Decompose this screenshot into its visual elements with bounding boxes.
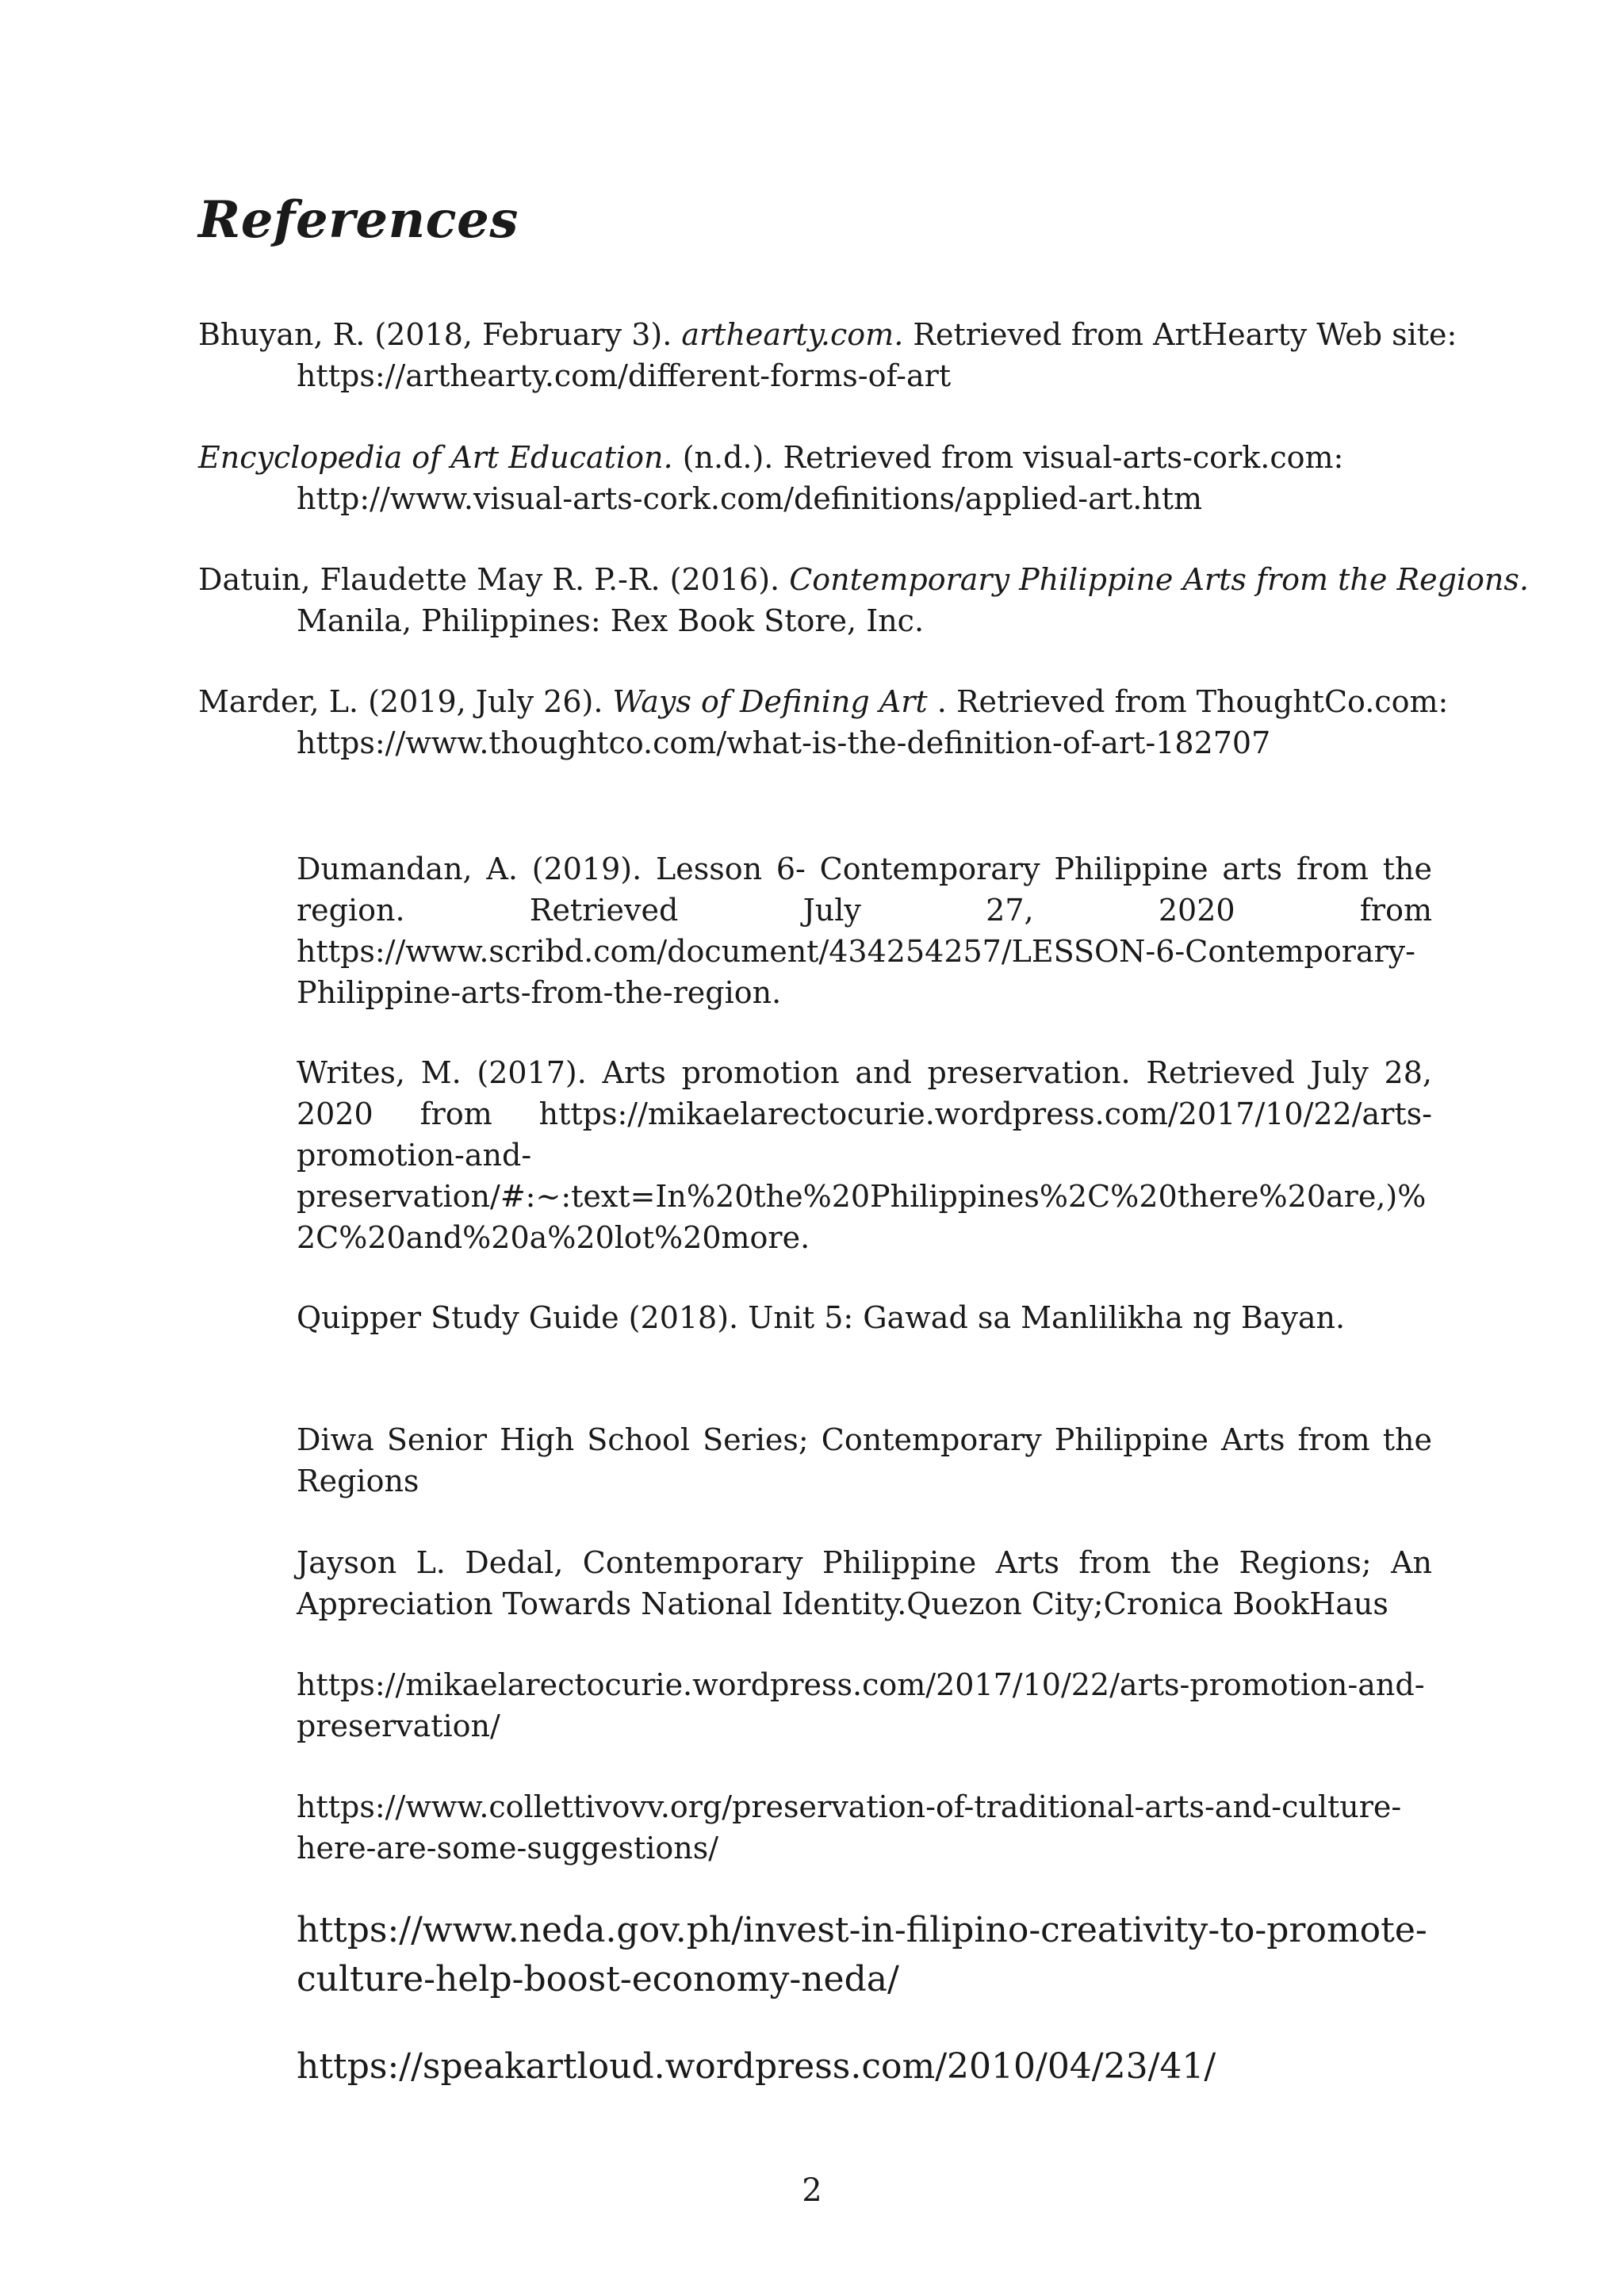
- page-number: 2: [802, 2172, 822, 2209]
- reference-marder: [198, 681, 1549, 763]
- reference-collettivovv-link[interactable]: https://www.collettivovv.org/preservation-of-traditional-arts-and-culture-here-are-some-suggestions/: [297, 1789, 1402, 1866]
- reference-speakartloud-link[interactable]: https://speakartloud.wordpress.com/2010/04/23/41/: [297, 2046, 1216, 2087]
- reference-dedal: Jayson L. Dedal, Contemporary Philippine Arts from the Regions; An Appreciation Towards National Identity.Quezon City;Cronica BookHaus: [297, 1545, 1432, 1621]
- reference-marder-author: Marder, L. (2019, July 26).: [198, 684, 613, 719]
- reference-datuin: [198, 559, 1549, 641]
- reference-encyclopedia-title: Encyclopedia of Art Education.: [198, 440, 673, 475]
- reference-encyclopedia-source: (n.d.). Retrieved from visual-arts-cork.com: http://www.visual-arts-cork.com/definitions/applied-art.htm: [297, 440, 1344, 516]
- reference-bhuyan-author: Bhuyan, R. (2018, February 3).: [198, 317, 682, 352]
- reference-diwa: Diwa Senior High School Series; Contemporary Philippine Arts from the Regions: [297, 1422, 1432, 1498]
- reference-encyclopedia: [198, 437, 1549, 519]
- page-title: References: [198, 190, 519, 250]
- reference-mikaelarectocurie-link[interactable]: https://mikaelarectocurie.wordpress.com/2017/10/22/arts-promotion-and-preservation/: [297, 1667, 1425, 1743]
- reference-neda-link[interactable]: https://www.neda.gov.ph/invest-in-filipino-creativity-to-promote-culture-help-boost-economy-neda/: [297, 1910, 1427, 1999]
- reference-datuin-author: Datuin, Flaudette May R. P.-R. (2016).: [198, 562, 790, 597]
- reference-bhuyan: [198, 314, 1549, 396]
- reference-marder-source: . Retrieved from ThoughtCo.com: https://www.thoughtco.com/what-is-the-definition-of-art-182707: [297, 684, 1449, 760]
- reference-bhuyan-site: arthearty.com.: [681, 317, 904, 352]
- reference-datuin-publisher: Manila, Philippines: Rex Book Store, Inc.: [297, 603, 925, 638]
- reference-quipper: Quipper Study Guide (2018). Unit 5: Gawad sa Manlilikha ng Bayan.: [297, 1300, 1346, 1335]
- reference-bhuyan-source: Retrieved from ArtHearty Web site: https://arthearty.com/different-forms-of-art: [297, 317, 1457, 393]
- reference-datuin-title: Contemporary Philippine Arts from the Regions.: [789, 562, 1529, 597]
- reference-dumandan: Dumandan, A. (2019). Lesson 6- Contemporary Philippine arts from the region. Retrieved July 27, 2020 from https://www.scribd.com/document/434254257/LESSON-6-Contemporary-Philippine-arts-from-the-region.: [297, 851, 1432, 1010]
- reference-writes: Writes, M. (2017). Arts promotion and preservation. Retrieved July 28, 2020 from https://mikaelarectocurie.wordpress.com/2017/10/22/arts-promotion-and-preservation/#:~:text=In%20the%20Philippines%2C%20there%20are,)%2C%20and%20a%20lot%20more.: [297, 1055, 1432, 1255]
- reference-marder-title: Ways of Defining Art: [612, 684, 928, 719]
